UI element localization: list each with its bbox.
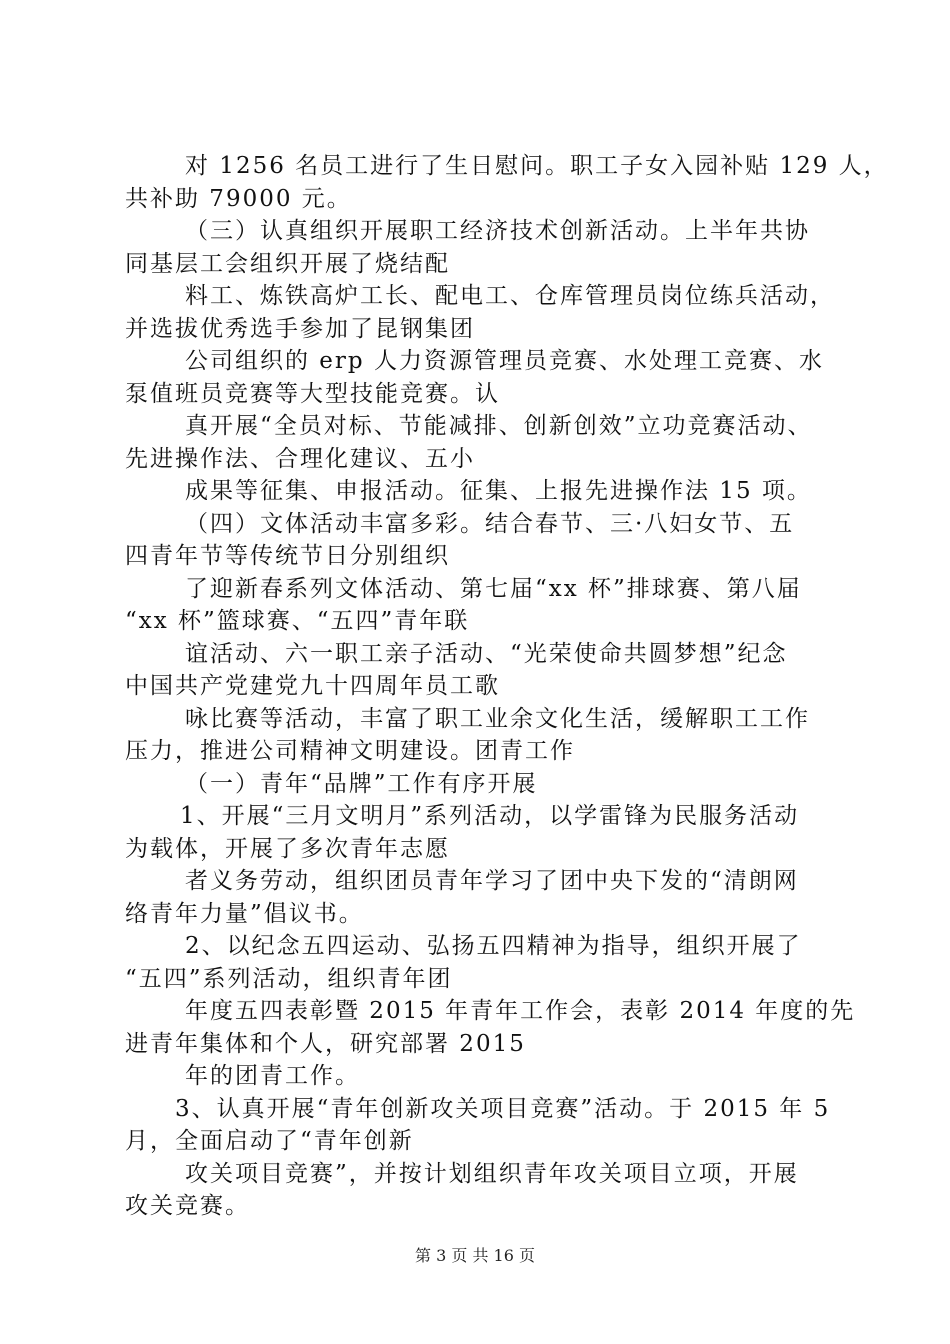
text-line: 进青年集体和个人，研究部署 2015 [125, 1030, 526, 1057]
text-line: （四）文体活动丰富多彩。结合春节、三·八妇女节、五 [185, 510, 795, 537]
text-line: 对 1256 名员工进行了生日慰问。职工子女入园补贴 129 人， [185, 153, 889, 179]
text-line: 2、以纪念五四运动、弘扬五四精神为指导，组织开展了 [185, 933, 802, 959]
text-line: 中国共产党建党九十四周年员工歌 [125, 673, 500, 699]
text-line: 成果等征集、申报活动。征集、上报先进操作法 15 项。 [185, 478, 812, 504]
text-line: 年的团青工作。 [185, 1063, 360, 1089]
text-line: 真开展“全员对标、节能减排、创新创效”立功竞赛活动、 [185, 413, 813, 439]
text-line: 攻关竞赛。 [125, 1193, 250, 1219]
document-body [125, 150, 889, 1223]
text-line: （一）青年“品牌”工作有序开展 [185, 770, 538, 797]
text-line: 压力，推进公司精神文明建设。团青工作 [125, 738, 575, 764]
text-line: 料工、炼铁高炉工长、配电工、仓库管理员岗位练兵活动， [185, 283, 835, 309]
text-line: （三）认真组织开展职工经济技术创新活动。上半年共协 [185, 218, 810, 244]
text-line: 月，全面启动了“青年创新 [125, 1128, 414, 1154]
page-number-footer: 第 3 页 共 16 页 [415, 1246, 535, 1265]
text-line: 3、认真开展“青年创新攻关项目竞赛”活动。于 2015 年 5 [175, 1095, 831, 1122]
text-line: 公司组织的 erp 人力资源管理员竞赛、水处理工竞赛、水 [185, 348, 824, 374]
text-line: 先进操作法、合理化建议、五小 [125, 445, 475, 472]
text-line: 络青年力量”倡议书。 [125, 900, 364, 927]
text-line: 为载体，开展了多次青年志愿 [125, 835, 450, 862]
text-line: “五四”系列活动，组织青年团 [125, 965, 453, 992]
text-line: 年度五四表彰暨 2015 年青年工作会，表彰 2014 年度的先 [185, 998, 856, 1024]
text-line: 了迎新春系列文体活动、第七届“xx 杯”排球赛、第八届 [185, 575, 802, 602]
text-line: 咏比赛等活动，丰富了职工业余文化生活，缓解职工工作 [185, 705, 810, 732]
text-line: 共补助 79000 元。 [125, 185, 352, 212]
text-line: 1、开展“三月文明月”系列活动，以学雷锋为民服务活动 [180, 803, 800, 829]
text-line: 泵值班员竞赛等大型技能竞赛。认 [125, 380, 500, 407]
text-line: 者义务劳动，组织团员青年学习了团中央下发的“清朗网 [185, 868, 799, 894]
text-line: 四青年节等传统节日分别组织 [125, 543, 450, 569]
text-line: 攻关项目竞赛”，并按计划组织青年攻关项目立项，开展 [185, 1160, 799, 1187]
text-line: “xx 杯”篮球赛、“五四”青年联 [125, 608, 470, 634]
text-line: 谊活动、六一职工亲子活动、“光荣使命共圆梦想”纪念 [185, 640, 788, 667]
text-line: 同基层工会组织开展了烧结配 [125, 250, 450, 277]
text-line: 并选拔优秀选手参加了昆钢集团 [125, 315, 475, 342]
